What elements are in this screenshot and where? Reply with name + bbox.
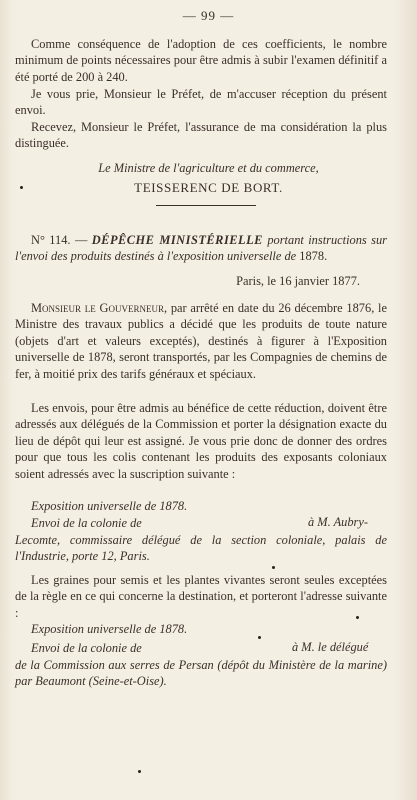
paragraph-transport-text: par arrêté en date du 26 décembre 1876, le Ministre des travaux publics a décidé que les produits de toute nature (objets d'art et valeurs exceptés), destinés à figurer à l'Exposition universelle de 1878, seront transportés, par les Compagnies de chemins de fer, à moitié prix des tarifs généraux et spéciaux. xyxy=(15,301,387,381)
address2-line2-right: à M. le délégué xyxy=(292,640,369,654)
ink-speck xyxy=(138,770,141,773)
paragraph-shipments: Les envois, pour être admis au bénéfice de cette réduction, doivent être adressés aux délégués de la Commission et porter la désignation exacte du lieu de dépôt qui leur est assigné. Je vous prie donc de donner des ordres pour que tous les colis contenant les produits des exposants coloniaux soient adressés avec la suscription suivante : xyxy=(15,401,387,481)
signature-name: TEISSERENC DE BORT. xyxy=(134,180,283,195)
address1-line3: Lecomte, commissaire délégué de la section coloniale, palais de l'Industrie, porte 12, Paris. xyxy=(15,533,387,564)
paragraph-seeds: Les graines pour semis et les plantes vivantes seront seules exceptées de la règle en ce qui concerne la destination, et porteront l'adresse suivante : xyxy=(15,573,387,620)
dispatch-heading xyxy=(15,232,387,265)
address1-line2-right: à M. Aubry- xyxy=(308,515,368,529)
paragraph-acknowledge: Je vous prie, Monsieur le Préfet, de m'accuser réception du présent envoi. xyxy=(15,87,387,118)
dispatch-title: DÉPÊCHE MINISTÉRIELLE xyxy=(91,233,263,247)
address2-line3: de la Commission aux serres de Persan (dépôt du Ministère de la marine) par Beaumont (Seine-et-Oise). xyxy=(15,658,387,689)
dispatch-subtitle: portant instructions sur l'envoi des produits destinés à l'exposition universelle de xyxy=(15,233,387,264)
ink-speck xyxy=(272,566,275,569)
address1-line1: Exposition universelle de 1878. xyxy=(31,499,188,513)
address2-line1: Exposition universelle de 1878. xyxy=(31,622,188,636)
section-divider xyxy=(156,205,256,206)
dispatch-year: 1878. xyxy=(299,249,328,264)
dispatch-date: Paris, le 16 janvier 1877. xyxy=(236,274,360,288)
paragraph-transport xyxy=(15,300,387,382)
address2-line2-left: Envoi de la colonie de xyxy=(31,641,142,655)
page-number: — 99 — xyxy=(182,8,235,23)
signature-role: Le Ministre de l'agriculture et du commerce, xyxy=(98,161,319,175)
salutation: Monsieur le Gouverneur, xyxy=(31,301,168,315)
ink-speck xyxy=(356,616,359,619)
dispatch-dash: — xyxy=(74,233,88,247)
paragraph-regards: Recevez, Monsieur le Préfet, l'assurance de ma considération la plus distinguée. xyxy=(15,120,387,151)
ink-speck xyxy=(258,636,261,639)
address1-line2-left: Envoi de la colonie de xyxy=(31,516,142,530)
dispatch-number: N° 114. xyxy=(31,233,71,247)
paragraph-coefficients xyxy=(15,36,387,85)
paragraph-coefficients-text: Comme conséquence de l'adoption de ces coefficients, le nombre minimum de points nécessaires pour être admis à subir l'examen définitif a été porté de 200 à 240. xyxy=(15,37,387,84)
